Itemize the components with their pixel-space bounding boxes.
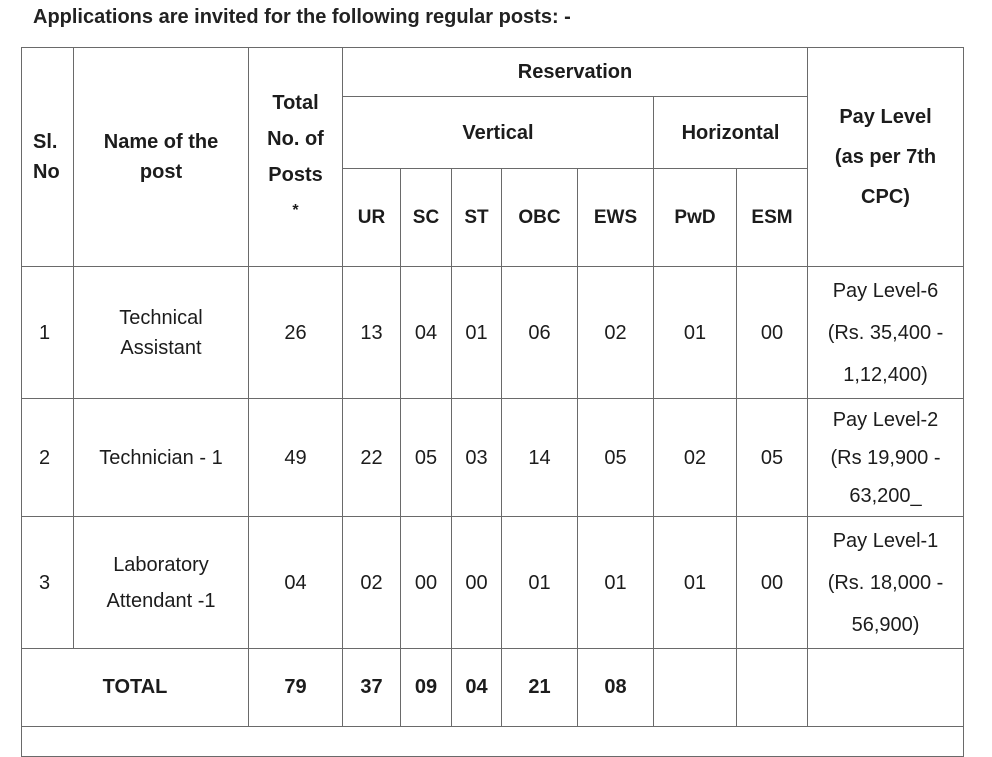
cell-pwd: 02 [654,399,737,517]
cell-sl: 1 [22,267,74,399]
header-horizontal: Horizontal [654,97,808,169]
cell-post-name: Technician - 1 [74,399,249,517]
total-pay [808,649,964,727]
cell-pwd: 01 [654,517,737,649]
total-sc: 09 [401,649,452,727]
cell-ews: 01 [578,517,654,649]
cell-esm: 05 [737,399,808,517]
cell-sl: 3 [22,517,74,649]
total-label: TOTAL [22,649,249,727]
cell-pay-level: Pay Level-1 (Rs. 18,000 - 56,900) [808,517,964,649]
header-sl-no: Sl. No [22,48,74,267]
cell-post-name: Laboratory Attendant -1 [74,517,249,649]
cell-post-name: Technical Assistant [74,267,249,399]
header-esm: ESM [737,169,808,267]
header-ews: EWS [578,169,654,267]
header-vertical: Vertical [343,97,654,169]
table-row [22,267,964,399]
trailing-cell [22,727,964,757]
cell-obc: 14 [502,399,578,517]
cell-ur: 13 [343,267,401,399]
cell-pwd: 01 [654,267,737,399]
cell-st: 03 [452,399,502,517]
total-pwd [654,649,737,727]
posts-table [21,47,964,757]
header-st: ST [452,169,502,267]
cell-ews: 02 [578,267,654,399]
cell-st: 01 [452,267,502,399]
header-sc: SC [401,169,452,267]
cell-total: 26 [249,267,343,399]
trailing-row [22,727,964,757]
header-obc: OBC [502,169,578,267]
cell-sl: 2 [22,399,74,517]
page-heading: Applications are invited for the following regular posts: - [33,6,571,28]
total-st: 04 [452,649,502,727]
total-ur: 37 [343,649,401,727]
total-obc: 21 [502,649,578,727]
cell-pay-level: Pay Level-2 (Rs 19,900 - 63,200_ [808,399,964,517]
cell-ur: 02 [343,517,401,649]
header-pay-level: Pay Level (as per 7th CPC) [808,48,964,267]
header-pwd: PwD [654,169,737,267]
cell-sc: 04 [401,267,452,399]
cell-pay-level: Pay Level-6 (Rs. 35,400 - 1,12,400) [808,267,964,399]
cell-st: 00 [452,517,502,649]
header-reservation: Reservation [343,48,808,97]
cell-total: 49 [249,399,343,517]
asterisk-mark: * [292,202,299,219]
cell-sc: 05 [401,399,452,517]
cell-esm: 00 [737,267,808,399]
total-row [22,649,964,727]
cell-esm: 00 [737,517,808,649]
header-ur: UR [343,169,401,267]
cell-obc: 01 [502,517,578,649]
total-ews: 08 [578,649,654,727]
cell-total: 04 [249,517,343,649]
header-name-of-post: Name of the post [74,48,249,267]
cell-ur: 22 [343,399,401,517]
table-row [22,399,964,517]
header-total-posts: Total No. of Posts * [249,48,343,267]
cell-sc: 00 [401,517,452,649]
table-row [22,517,964,649]
total-esm [737,649,808,727]
total-posts: 79 [249,649,343,727]
cell-obc: 06 [502,267,578,399]
cell-ews: 05 [578,399,654,517]
